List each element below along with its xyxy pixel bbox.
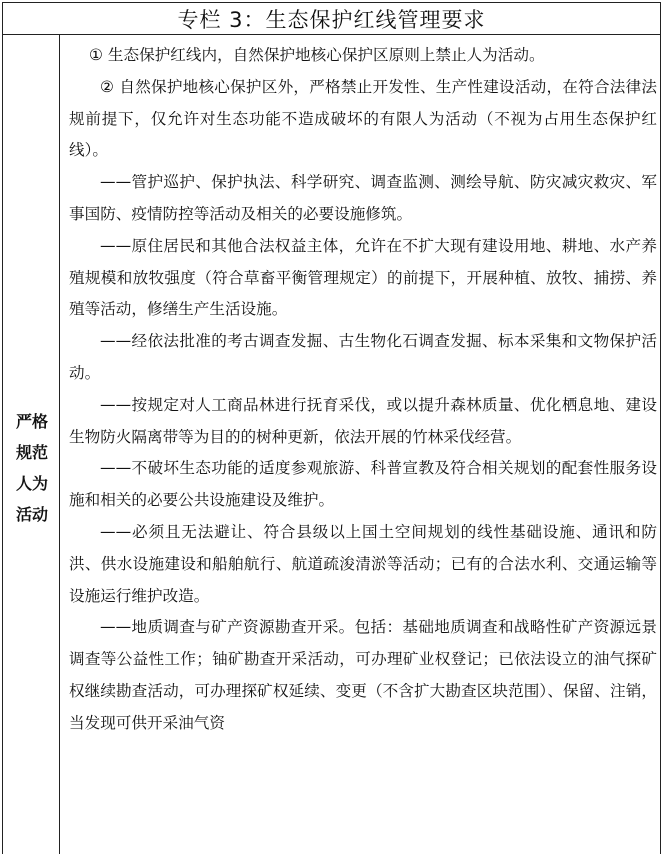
category-label-line: 严格 [15, 412, 48, 431]
paragraph: ——必须且无法避让、符合县级以上国土空间规划的线性基础设施、通讯和防洪、供水设施建设和船舶航行、航道疏浚清淤等活动；已有的合法水利、交通运输等设施运行维护改造。 [69, 522, 657, 605]
content-cell [69, 40, 657, 740]
category-label-line: 活动 [15, 505, 48, 524]
box-title: 专栏 3：生态保护红线管理要求 [2, 2, 661, 35]
category-cell [3, 34, 60, 854]
paragraph: ——原住居民和其他合法权益主体，允许在不扩大现有建设用地、耕地、水产养殖规模和放牧强度（符合草畜平衡管理规定）的前提下，开展种植、放牧、捕捞、养殖等活动，修缮生产生活设施。 [69, 236, 657, 319]
paragraph: ——不破坏生态功能的适度参观旅游、科普宣教及符合相关规划的配套性服务设施和相关的必要公共设施建设及维护。 [69, 459, 657, 510]
paragraph: ——地质调查与矿产资源勘查开采。包括：基础地质调查和战略性矿产资源远景调查等公益性工作；铀矿勘查开采活动，可办理矿业权登记；已依法设立的油气探矿权继续勘查活动，可办理探矿权延续、变更（不含扩大勘查区块范围）、保留、注销，当发现可供开采油气资 [69, 618, 657, 732]
category-label-line: 规范 [15, 443, 48, 462]
paragraph: ——按规定对人工商品林进行抚育采伐，或以提升森林质量、优化栖息地、建设生物防火隔离带等为目的的树种更新，依法开展的竹林采伐经营。 [69, 395, 657, 446]
paragraph: ——管护巡护、保护执法、科学研究、调查监测、测绘导航、防灾减灾救灾、军事国防、疫情防控等活动及相关的必要设施修筑。 [69, 173, 657, 223]
category-label [9, 406, 55, 530]
requirements-table [2, 34, 661, 854]
paragraph: ① 生态保护红线内，自然保护地核心保护区原则上禁止人为活动。 [89, 46, 545, 64]
paragraph: ② 自然保护地核心保护区外，严格禁止开发性、生产性建设活动，在符合法律法规前提下，仅允许对生态功能不造成破坏的有限人为活动（不视为占用生态保护红线）。 [69, 77, 657, 160]
paragraph: ——经依法批准的考古调查发掘、古生物化石调查发掘、标本采集和文物保护活动。 [69, 332, 657, 382]
category-label-line: 人为 [15, 474, 48, 493]
